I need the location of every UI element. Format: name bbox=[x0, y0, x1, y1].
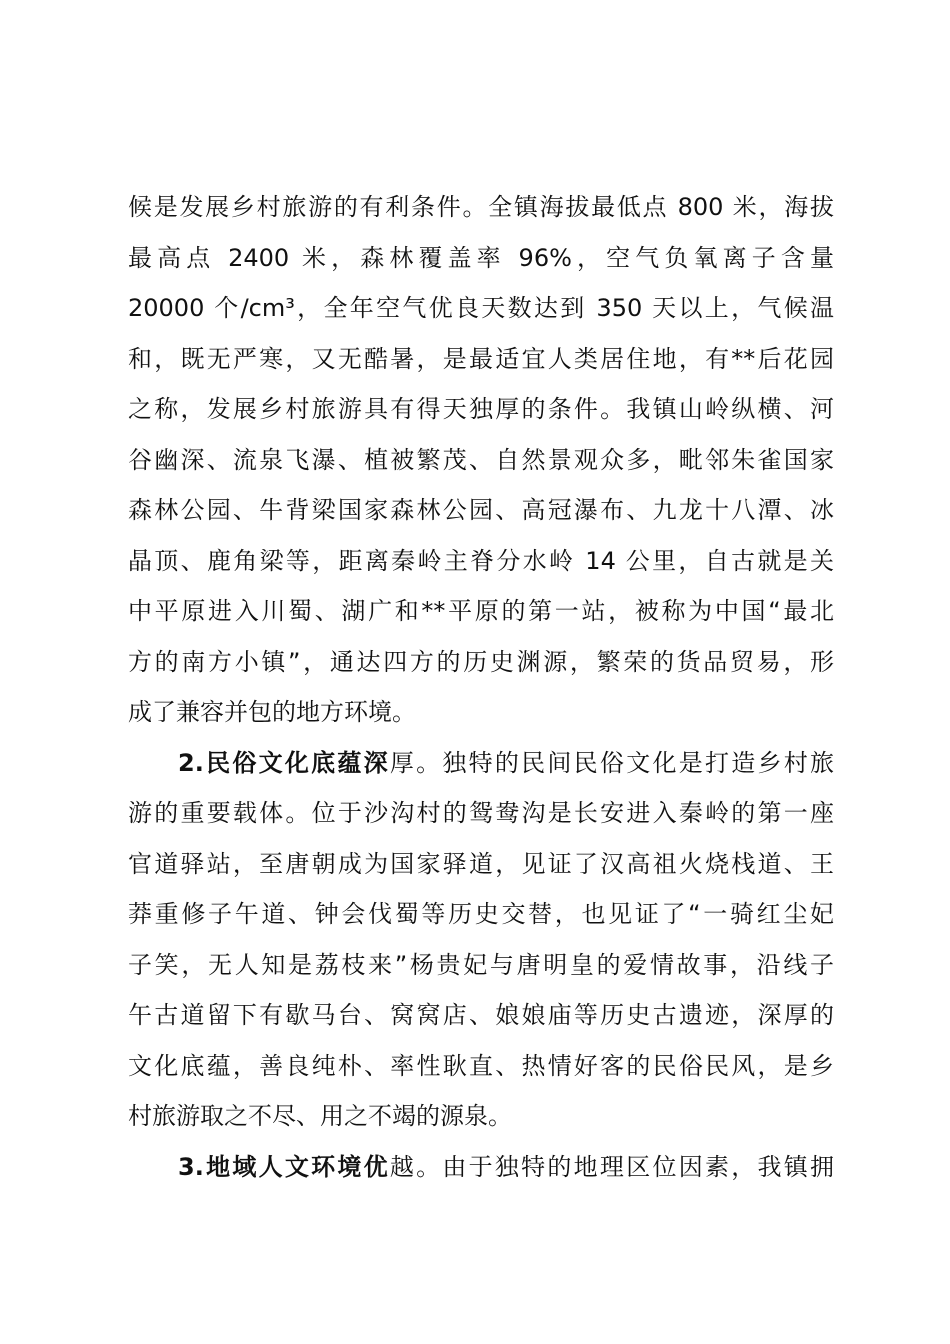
text-line: 森林公园、牛背梁国家森林公园、高冠瀑布、九龙十八潭、冰 bbox=[128, 496, 834, 524]
paragraph-cultural-environment bbox=[128, 1142, 834, 1193]
text-run: 越。由于独特的地理区位因素，我镇拥 bbox=[389, 1152, 834, 1181]
section-heading: 2.民俗文化底蕴深 bbox=[178, 748, 390, 777]
text-line: 中平原进入川蜀、湖广和**平原的第一站，被称为中国“最北 bbox=[128, 597, 834, 625]
paragraph-folk-culture bbox=[128, 738, 834, 1142]
text-line: 最高点 2400 米，森林覆盖率 96%，空气负氧离子含量 bbox=[128, 243, 834, 272]
text-line: 之称，发展乡村旅游具有得天独厚的条件。我镇山岭纵横、河 bbox=[128, 395, 834, 423]
text-line: 谷幽深、流泉飞瀑、植被繁茂、自然景观众多，毗邻朱雀国家 bbox=[128, 445, 834, 474]
text-line: 晶顶、鹿角梁等，距离秦岭主脊分水岭 14 公里，自古就是关 bbox=[128, 546, 834, 575]
text-line: 20000 个/cm³，全年空气优良天数达到 350 天以上，气候温 bbox=[128, 294, 834, 322]
text-line: 官道驿站，至唐朝成为国家驿道，见证了汉高祖火烧栈道、王 bbox=[128, 849, 834, 878]
paragraph-first-line bbox=[128, 738, 834, 789]
text-line: 成了兼容并包的地方环境。 bbox=[128, 698, 416, 726]
text-line: 子笑，无人知是荔枝来”杨贵妃与唐明皇的爱情故事，沿线子 bbox=[128, 950, 834, 979]
text-line: 文化底蕴，善良纯朴、率性耿直、热情好客的民俗民风，是乡 bbox=[128, 1051, 834, 1080]
text-line: 候是发展乡村旅游的有利条件。全镇海拔最低点 800 米，海拔 bbox=[128, 193, 834, 221]
text-run: 厚。独特的民间民俗文化是打造乡村旅 bbox=[389, 748, 834, 777]
paragraph-natural-conditions bbox=[128, 182, 834, 738]
document-body bbox=[128, 182, 834, 1192]
text-line: 方的南方小镇”，通达四方的历史渊源，繁荣的货品贸易，形 bbox=[128, 647, 834, 676]
text-line: 村旅游取之不尽、用之不竭的源泉。 bbox=[128, 1102, 512, 1130]
text-line: 和，既无严寒，又无酷暑，是最适宜人类居住地，有**后花园 bbox=[128, 344, 834, 373]
text-line: 游的重要载体。位于沙沟村的鸳鸯沟是长安进入秦岭的第一座 bbox=[128, 799, 834, 827]
text-line: 午古道留下有歇马台、窝窝店、娘娘庙等历史古遗迹，深厚的 bbox=[128, 1001, 834, 1029]
text-line: 莽重修子午道、钟会伐蜀等历史交替，也见证了“一骑红尘妃 bbox=[128, 900, 834, 928]
section-heading: 3.地域人文环境优 bbox=[178, 1152, 390, 1181]
paragraph-first-line bbox=[128, 1142, 834, 1193]
